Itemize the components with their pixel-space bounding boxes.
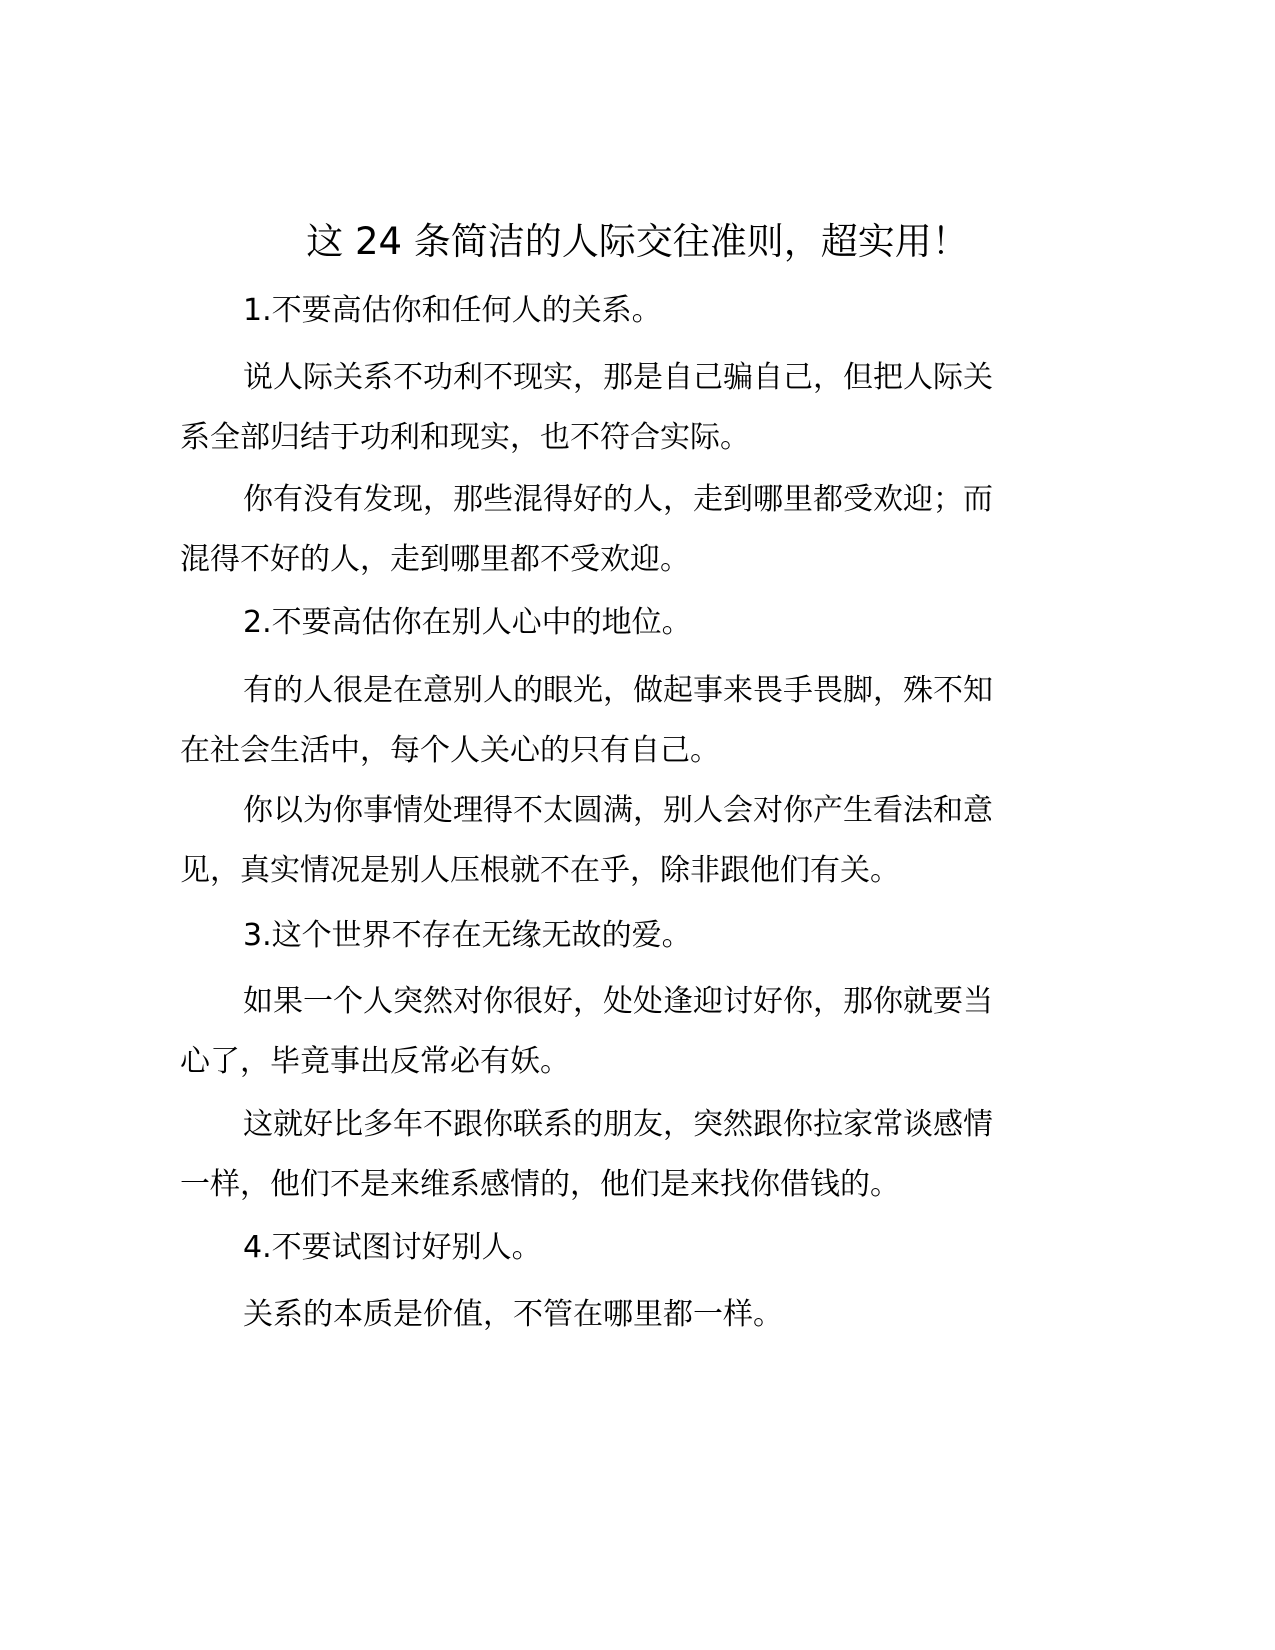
paragraph-line: 在社会生活中，每个人关心的只有自己。 xyxy=(180,733,720,768)
paragraph-line: 你有没有发现，那些混得好的人，走到哪里都受欢迎；而 xyxy=(243,482,993,517)
paragraph xyxy=(180,1095,1060,1215)
paragraph xyxy=(180,661,1060,781)
heading-2 xyxy=(180,593,1060,653)
paragraph-line: 一样，他们不是来维系感情的，他们是来找你借钱的。 xyxy=(180,1167,900,1202)
paragraph-line: 你以为你事情处理得不太圆满，别人会对你产生看法和意 xyxy=(243,793,993,828)
heading-4 xyxy=(180,1218,1060,1278)
paragraph-line: 这就好比多年不跟你联系的朋友，突然跟你拉家常谈感情 xyxy=(243,1107,993,1142)
paragraph-line: 有的人很是在意别人的眼光，做起事来畏手畏脚，殊不知 xyxy=(243,673,993,708)
paragraph-line: 2.不要高估你在别人心中的地位。 xyxy=(243,605,692,640)
heading-3 xyxy=(180,906,1060,966)
paragraph-line: 见，真实情况是别人压根就不在乎，除非跟他们有关。 xyxy=(180,853,900,888)
paragraph-line: 如果一个人突然对你很好，处处逢迎讨好你，那你就要当 xyxy=(243,984,993,1019)
paragraph-line: 1.不要高估你和任何人的关系。 xyxy=(243,293,662,328)
paragraph xyxy=(180,470,1060,590)
paragraph xyxy=(180,348,1060,468)
paragraph xyxy=(180,781,1060,901)
document-title: 这 24 条简洁的人际交往准则，超实用！ xyxy=(306,220,969,263)
paragraph-line: 系全部归结于功利和现实，也不符合实际。 xyxy=(180,420,750,455)
paragraph-line: 关系的本质是价值，不管在哪里都一样。 xyxy=(243,1297,783,1332)
paragraph-line: 心了，毕竟事出反常必有妖。 xyxy=(180,1044,570,1079)
paragraph-line: 3.这个世界不存在无缘无故的爱。 xyxy=(243,918,692,953)
paragraph xyxy=(180,972,1060,1092)
paragraph-line: 4.不要试图讨好别人。 xyxy=(243,1230,542,1265)
paragraph xyxy=(180,1285,1060,1345)
heading-1 xyxy=(180,281,1060,341)
paragraph-line: 说人际关系不功利不现实，那是自己骗自己，但把人际关 xyxy=(243,360,993,395)
paragraph-line: 混得不好的人，走到哪里都不受欢迎。 xyxy=(180,542,690,577)
